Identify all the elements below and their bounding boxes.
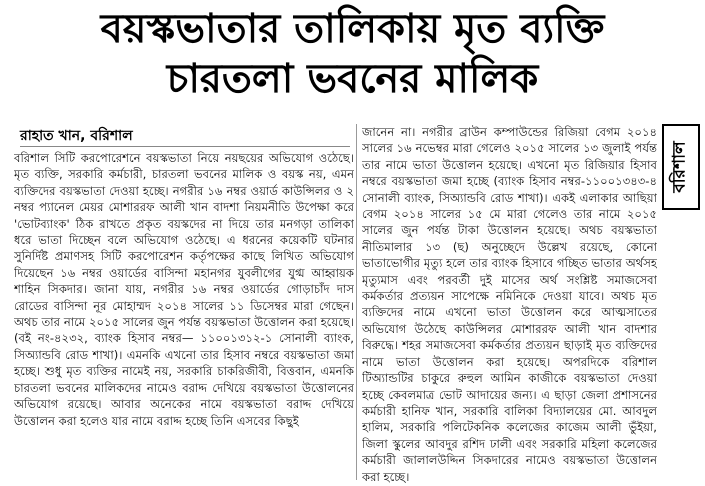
byline: রাহাত খান, বরিশাল xyxy=(20,128,133,144)
article-body-left-column: বরিশাল সিটি করপোরেশনে বয়স্কভাতা নিয়ে নয়ছয়ের অভিযোগ ওঠেছে। মৃত ব্যক্তি, সরকারি কর্মচারী, চারতলা ভবনের মালিক ও বয়স্ক নয়, এমন ব্যক্তিদের বয়স্কভাতা দেওয়া হচ্ছে। নগরীর ১৬ নম্বর ওয়ার্ড কাউন্সিলর ও ২ নম্বর প্যানেল মেয়র মোশাররফ আলী খান বাদশা নিয়মনীতি উপেক্ষা করে 'ভোটব্যাংক' ঠিক রাখতে প্রকৃত বয়স্কদের না দিয়ে তার মনগড়া তালিকা ধরে ভাতা দিচ্ছেন বলে অভিযোগ ওঠেছে। এ ধরনের কয়েকটি ঘটনার সুনির্দিষ্ট প্রমাণসহ সিটি করপোরেশন কর্তৃপক্ষের কাছে লিখিত অভিযোগ দিয়েছেন ১৬ নম্বর ওয়ার্ডের বাসিন্দা মহানগর যুবলীগের যুগ্ম আহ্বায়ক শাহিন সিকদার। জানা যায়, নগরীর ১৬ নম্বর ওয়ার্ডের গোড়াচাঁদ দাস রোডের বাসিন্দা নূর মোহাম্মদ ২০১৪ সালের ১১ ডিসেম্বর মারা গেছেন। অথচ তার নামে ২০১৫ সালের জুন পর্যন্ত বয়স্কভাতা উত্তোলন করা হয়েছে। (বই নং-৪২৩২, ব্যাংক হিসাব নম্বর— ১১০০১৩১২-১ সোনালী ব্যাংক, সিঅ্যান্ডবি রোড শাখা)। এমনকি এখনো তার হিসাব নম্বরে বয়স্কভাতা জমা হচ্ছে। শুধু মৃত ব্যক্তির নামেই নয়, সরকারি চাকরিজীবী, বিত্তবান, এমনকি চারতলা ভবনের মালিকদের নামেও বরাদ্দ দেখিয়ে বয়স্কভাতা উত্তোলনের অভিযোগ রয়েছে। আবার অনেকের নামে বয়স্কভাতা বরাদ্দ দেখিয়ে উত্তোলন করা হলেও যার নামে বরাদ্দ হচ্ছে তিনি এসবের কিছুই xyxy=(14,151,354,428)
article-body-right-column: জানেন না। নগরীর ব্রাউন কম্পাউন্ডের রিজিয়া বেগম ২০১৪ সালের ১৬ নভেম্বর মারা গেলেও ২০১৫ সালের ১৩ জুলাই পর্যন্ত তার নামে ভাতা উত্তোলন হয়েছে। এখনো মৃত রিজিয়ার হিসাব নম্বরে বয়স্কভাতা জমা হচ্ছে (ব্যাংক হিসাব নম্বর-১১০০১৩৪৩-৪ সোনালী ব্যাংক, সিঅ্যান্ডবি রোড শাখা)। একই এলাকার আছিয়া বেগম ২০১৪ সালের ১৫ মে মারা গেলেও তার নামে ২০১৫ সালের জুন পর্যন্ত টাকা উত্তোলন হয়েছে। অথচ বয়স্কভাতা নীতিমালার ১৩ (ছ) অনুচ্ছেদে উল্লেখ রয়েছে, কোনো ভাতাভোগীর মৃত্যু হলে তার ব্যাংক হিসাবে গচ্ছিত ভাতার অর্থসহ মৃত্যুমাস এবং পরবর্তী দুই মাসের অর্থ সংশ্লিষ্ট সমাজসেবা কর্মকর্তার প্রত্যয়ন সাপেক্ষে নমিনিকে দেওয়া যাবে। অথচ মৃত ব্যক্তিদের নামে এখনো ভাতা উত্তোলন করে আত্মসাতের অভিযোগ উঠেছে কাউন্সিলর মোশাররফ আলী খান বাদশার বিরুদ্ধে। শহর সমাজসেবা কর্মকর্তার প্রত্যয়ন ছাড়াই মৃত ব্যক্তিদের নামে ভাতা উত্তোলন করা হয়েছে। অপরদিকে বরিশাল টিঅ্যান্ডটির চাকুরে রুহুল আমিন কাজীকে বয়স্কভাতা দেওয়া হচ্ছে কেবলমাত্র ভোট আদায়ের জন্য। এ ছাড়া জেলা প্রশাসনের কর্মচারী হানিফ খান, সরকারি বালিকা বিদ্যালয়ের মো. আবদুল হালিম, সরকারি পলিটেকনিক কলেজের কাজেম আলী ভুঁইয়া, জিলা স্কুলের আবদুর রশিদ ঢালী এবং সরকারি মহিলা কলেজের কর্মচারী জালালউদ্দিন সিকদারের নামেও বয়স্কভাতা উত্তোলন করা হচ্ছে। xyxy=(362,125,657,484)
byline-divider xyxy=(20,146,350,147)
headline-line-2: চারতলা ভবনের মালিক xyxy=(166,56,539,102)
headline-line-1: বয়স্কভাতার তালিকায় মৃত ব্যক্তি xyxy=(100,6,605,52)
section-tab-label: বরিশাল xyxy=(670,141,690,193)
headline xyxy=(0,4,705,104)
column-divider xyxy=(356,124,357,480)
section-tab xyxy=(662,124,700,210)
